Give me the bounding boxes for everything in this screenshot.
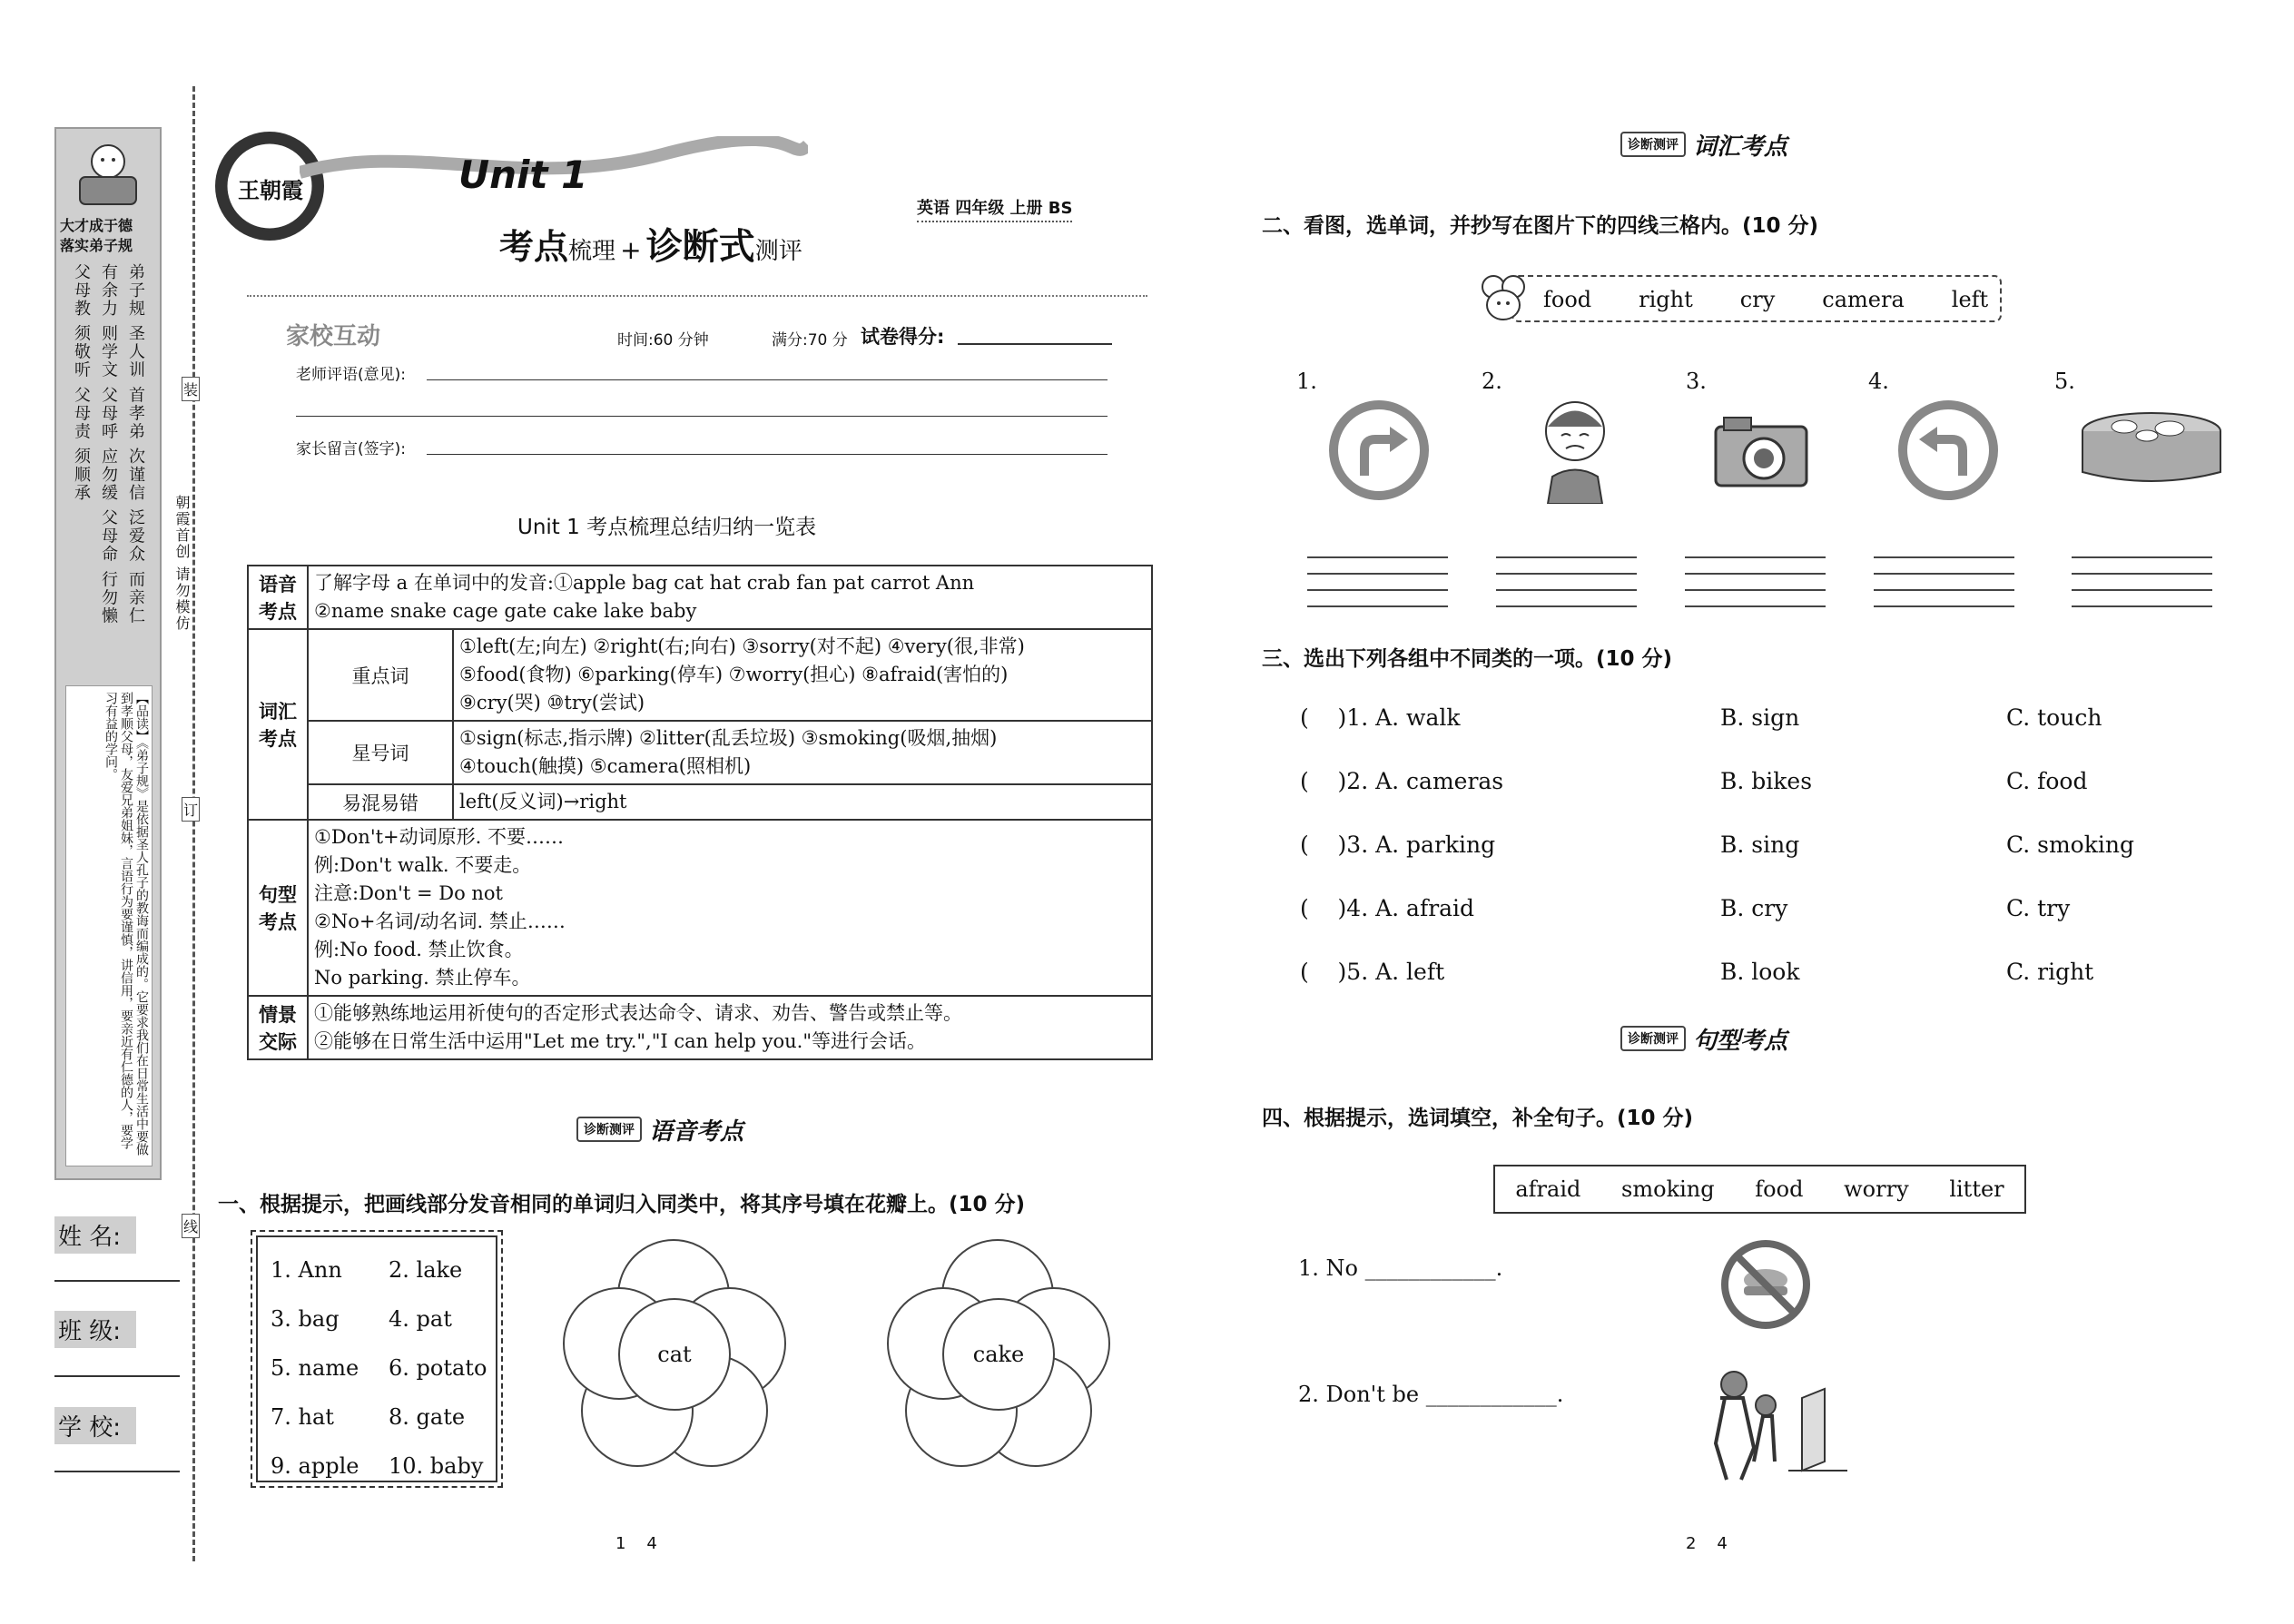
sentence-question-4: 四、根据提示，选词填空，补全句子。(10 分)	[1262, 1107, 1694, 1130]
name-line[interactable]	[54, 1280, 180, 1282]
sentence-bank-word-4: worry	[1844, 1176, 1909, 1202]
key-words-2: ⑤food(食物) ⑥parking(停车) ⑦worry(担心) ⑧afraid(害怕的)	[459, 664, 1009, 685]
vocab-banner	[1620, 127, 1834, 162]
word-8: 8. gate	[389, 1404, 466, 1430]
option-row-4-b: B. cry	[1720, 895, 1788, 921]
word-7: 7. hat	[271, 1404, 334, 1430]
sentence-3: 注意:Don't = Do not	[314, 882, 504, 904]
left-page-number: 1 4	[615, 1534, 657, 1553]
star-words-1: ①sign(标志,指示牌) ②litter(乱丢垃圾) ③smoking(吸烟,抽烟)	[459, 727, 998, 749]
vocab-banner-label: 词汇考点	[1693, 133, 1788, 161]
word-5: 5. name	[271, 1355, 359, 1381]
option-row-4-a[interactable]: ( )4. A. afraid	[1300, 895, 1475, 921]
title-part-a: 考点	[499, 227, 569, 267]
fourline-5[interactable]	[2072, 556, 2212, 605]
crying-boy-icon	[1525, 390, 1625, 504]
bank-word-5: left	[1951, 287, 1989, 312]
copyright-note: 朝霞首创 请勿模仿	[173, 495, 191, 633]
parent-message-line[interactable]	[427, 454, 1108, 455]
option-row-3-b: B. sing	[1720, 832, 1800, 858]
key-words-label: 重点词	[308, 629, 453, 721]
sentence-banner	[1620, 1021, 1834, 1056]
word-3: 3. bag	[271, 1306, 340, 1332]
right-page-number: 2 4	[1686, 1534, 1728, 1553]
sentence-bank-word-2: smoking	[1621, 1176, 1715, 1202]
name-label: 姓 名:	[54, 1216, 136, 1254]
fourline-1[interactable]	[1307, 556, 1448, 605]
vocab-header: 词汇考点	[248, 629, 308, 820]
phonics-header: 语音考点	[248, 566, 308, 629]
word-10: 10. baby	[389, 1453, 484, 1479]
option-row-1-a[interactable]: ( )1. A. walk	[1300, 704, 1461, 731]
sentence-1: ①Don't+动词原形. 不要……	[314, 826, 564, 848]
sentence-2: 例:Don't walk. 不要走。	[314, 854, 532, 876]
pic-number-3: 3.	[1686, 369, 1707, 394]
fourline-2[interactable]	[1496, 556, 1637, 605]
pic-number-2: 2.	[1482, 369, 1502, 394]
option-row-2-c: C. food	[2006, 768, 2088, 794]
cut-mark-1: 装	[182, 377, 200, 401]
sentence-bank-word-1: afraid	[1515, 1176, 1581, 1202]
paper-score-label: 试卷得分:	[861, 326, 945, 348]
sidebar-note: 【品读】《弟子规》是依据圣人孔子的教诲而编成的。它要求我们在日常生活中要做到孝顺父母，友爱兄弟姐妹，言语行为要谨慎，讲信用，要亲近有仁德的人，要学习有益的学问。	[103, 692, 149, 1156]
vocab-question-2: 二、看图，选单词，并抄写在图片下的四线三格内。(10 分)	[1262, 214, 1819, 238]
phonics-line-2: ②name snake cage gate cake lake baby	[314, 600, 697, 622]
phonics-line-1: 了解字母 a 在单词中的发音:①apple bag cat hat crab fan pat carrot Ann	[314, 572, 975, 594]
fourline-3[interactable]	[1685, 556, 1826, 605]
school-line[interactable]	[54, 1471, 180, 1472]
mouse-icon	[1475, 271, 1531, 327]
title-part-d: 测评	[754, 238, 802, 265]
no-food-sign-icon	[1720, 1239, 1811, 1330]
title-part-b: 梳理	[568, 238, 616, 265]
sentence-4: ②No+名词/动名词. 禁止……	[314, 910, 566, 932]
family-school-label: 家校互动	[286, 323, 381, 350]
sidebar-logo	[62, 136, 154, 209]
cut-mark-3: 线	[182, 1214, 200, 1238]
camera-icon	[1711, 408, 1811, 490]
sentence-5: 例:No food. 禁止饮食。	[314, 939, 524, 960]
pic-number-1: 1.	[1296, 369, 1317, 394]
summary-table	[247, 565, 1153, 1060]
parent-message-label: 家长留言(签字):	[296, 440, 406, 458]
class-line[interactable]	[54, 1375, 180, 1377]
option-row-2-b: B. bikes	[1720, 768, 1813, 794]
teacher-comment-line-2[interactable]	[296, 416, 1108, 417]
paper-score-line[interactable]	[958, 343, 1112, 345]
option-row-5-b: B. look	[1720, 959, 1800, 985]
teacher-comment-line-1[interactable]	[427, 379, 1108, 380]
option-row-5-a[interactable]: ( )5. A. left	[1300, 959, 1445, 985]
option-row-5-c: C. right	[2006, 959, 2094, 985]
key-words-3: ⑨cry(哭) ⑩try(尝试)	[459, 692, 645, 714]
pic-number-4: 4.	[1868, 369, 1889, 394]
word-1: 1. Ann	[271, 1257, 342, 1283]
teacher-comment-label: 老师评语(意见):	[296, 366, 406, 384]
sidebar-motto-2: 落实弟子规	[60, 237, 133, 254]
summary-title: Unit 1 考点梳理总结归纳一览表	[517, 516, 817, 539]
fourline-4[interactable]	[1874, 556, 2014, 605]
title-part-c: 诊断式	[645, 226, 755, 268]
situation-1: ①能够熟练地运用祈使句的否定形式表达命令、请求、劝告、警告或禁止等。	[314, 1002, 962, 1024]
food-table-icon	[2079, 408, 2224, 486]
bank-word-1: food	[1543, 287, 1592, 312]
school-label: 学 校:	[54, 1407, 136, 1444]
unit-title: Unit 1	[458, 153, 588, 197]
star-words-2: ④touch(触摸) ⑤camera(照相机)	[459, 755, 752, 777]
option-row-3-a[interactable]: ( )3. A. parking	[1300, 832, 1496, 858]
turn-left-sign-icon	[1897, 399, 1999, 501]
phonics-banner-label: 语音考点	[649, 1117, 744, 1146]
sidebar-verse-3: 父母教 须敬听 父母责 须顺承	[72, 263, 91, 503]
sentence-1-blank[interactable]: 1. No ____________.	[1298, 1255, 1503, 1281]
bank-word-3: cry	[1739, 287, 1776, 312]
sidebar-motto-1: 大才成于德	[60, 217, 133, 234]
confusing-label: 易混易错	[308, 784, 453, 820]
sentence-bank-word-3: food	[1755, 1176, 1804, 1202]
phonics-question: 一、根据提示，把画线部分发音相同的单词归入同类中，将其序号填在花瓣上。(10 分)	[218, 1193, 1026, 1216]
vocab-question-3: 三、选出下列各组中不同类的一项。(10 分)	[1262, 647, 1673, 671]
key-words-1: ①left(左;向左) ②right(右;向右) ③sorry(对不起) ④very(很,非常)	[459, 635, 1025, 657]
sidebar-verse-1: 弟子规 圣人训 首孝弟 次谨信 泛爱众 而亲仁	[126, 263, 145, 625]
header-title	[499, 218, 802, 270]
sentence-bank-word-5: litter	[1949, 1176, 2004, 1202]
bank-word-2: right	[1639, 287, 1693, 312]
sentence-banner-label: 句型考点	[1693, 1027, 1788, 1055]
sidebar-verse-2: 有余力 则学文 父母呼 应勿缓 父母命 行勿懒	[99, 263, 118, 625]
turn-right-sign-icon	[1328, 399, 1430, 501]
word-list	[271, 1245, 488, 1491]
confusing-words: left(反义词)→right	[459, 791, 627, 812]
sentence-banner-tag: 诊断测评	[1620, 1026, 1686, 1051]
sentence-6: No parking. 禁止停车。	[314, 967, 531, 989]
title-plus: +	[620, 235, 642, 265]
pic-number-5: 5.	[2054, 369, 2075, 394]
sentence-2-blank[interactable]: 2. Don't be ____________.	[1298, 1382, 1564, 1407]
sentence-header: 句型考点	[248, 820, 308, 996]
word-2: 2. lake	[389, 1257, 463, 1283]
phonics-banner	[576, 1112, 790, 1147]
class-label: 班 级:	[54, 1311, 136, 1348]
score-info: 满分:70 分	[772, 331, 848, 349]
cut-mark-2: 订	[182, 797, 200, 822]
cut-line	[192, 86, 195, 1561]
situation-2: ②能够在日常生活中运用"Let me try.","I can help you."等进行会话。	[314, 1030, 926, 1052]
vocab-banner-tag: 诊断测评	[1620, 132, 1686, 157]
option-row-1-b: B. sign	[1720, 704, 1800, 731]
option-row-4-c: C. try	[2006, 895, 2071, 921]
situation-header: 情景交际	[248, 996, 308, 1059]
header-logo-text: 王朝霞	[238, 178, 303, 203]
phonics-banner-tag: 诊断测评	[576, 1117, 642, 1142]
option-row-1-c: C. touch	[2006, 704, 2102, 731]
sentence-word-bank	[1493, 1165, 2026, 1214]
flower1-center: cat	[618, 1298, 731, 1411]
word-9: 9. apple	[271, 1453, 359, 1479]
vocab-bank-words	[1543, 287, 1988, 312]
time-info: 时间:60 分钟	[617, 331, 709, 349]
header-dotted-frame	[247, 295, 1147, 490]
father-child-icon	[1689, 1362, 1847, 1484]
word-6: 6. potato	[389, 1355, 487, 1381]
star-words-label: 星号词	[308, 721, 453, 784]
option-row-3-c: C. smoking	[2006, 832, 2134, 858]
bank-word-4: camera	[1822, 287, 1905, 312]
book-info: 英语 四年级 上册 BS	[917, 195, 1072, 222]
flower2-center: cake	[942, 1298, 1055, 1411]
option-row-2-a[interactable]: ( )2. A. cameras	[1300, 768, 1504, 794]
word-4: 4. pat	[389, 1306, 452, 1332]
